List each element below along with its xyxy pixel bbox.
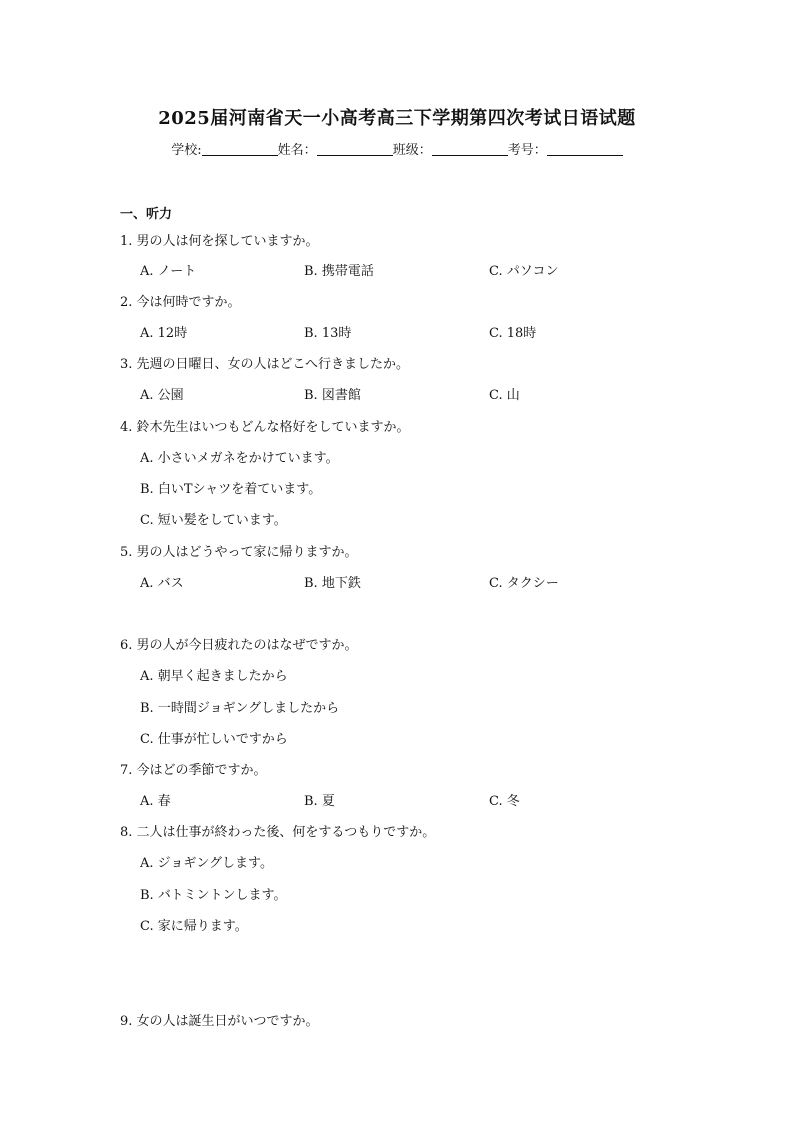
q3-option-b: B. 図書館 xyxy=(304,388,361,403)
q6-option-c: C. 仕事が忙しいですから xyxy=(140,732,288,747)
q4-option-b: B. 白いTシャツを着ています。 xyxy=(140,482,322,497)
q5-option-b: B. 地下鉄 xyxy=(304,576,361,591)
question-2: 2. 今は何時ですか。 xyxy=(120,295,241,310)
q3-option-c: C. 山 xyxy=(489,388,520,403)
q1-option-c: C. パソコン xyxy=(489,264,559,279)
school-label: 学校: xyxy=(171,143,202,158)
question-6: 6. 男の人が今日疲れたのはなぜですか。 xyxy=(120,638,358,653)
q2-option-a: A. 12時 xyxy=(140,326,188,341)
q5-option-a: A. バス xyxy=(140,576,184,591)
q7-option-c: C. 冬 xyxy=(489,794,520,809)
q8-option-b: B. バトミントンします。 xyxy=(140,888,287,903)
q8-option-a: A. ジョギングします。 xyxy=(140,856,273,871)
student-info-line xyxy=(0,139,794,158)
question-7: 7. 今はどの季節ですか。 xyxy=(120,763,267,778)
class-label: 班级： xyxy=(392,143,432,158)
school-blank xyxy=(202,142,278,156)
question-9: 9. 女の人は誕生日がいつですか。 xyxy=(120,1014,319,1029)
q4-option-a: A. 小さいメガネをかけています。 xyxy=(140,451,339,466)
number-blank xyxy=(547,142,623,156)
q2-option-b: B. 13時 xyxy=(304,326,352,341)
q6-option-a: A. 朝早く起きましたから xyxy=(140,669,288,684)
question-3: 3. 先週の日曜日、女の人はどこへ行きましたか。 xyxy=(120,357,410,372)
q1-option-b: B. 携帯電話 xyxy=(304,264,374,279)
q8-option-c: C. 家に帰ります。 xyxy=(140,919,248,934)
number-label: 考号： xyxy=(507,143,547,158)
exam-title: 2025届河南省天一小高考高三下学期第四次考试日语试题 xyxy=(158,108,636,129)
q5-option-c: C. タクシー xyxy=(489,576,559,591)
q2-option-c: C. 18時 xyxy=(489,326,537,341)
q4-option-c: C. 短い髪をしています。 xyxy=(140,513,287,528)
q1-option-a: A. ノート xyxy=(140,264,197,279)
q7-option-b: B. 夏 xyxy=(304,794,335,809)
question-8: 8. 二人は仕事が終わった後、何をするつもりですか。 xyxy=(120,825,436,840)
question-5: 5. 男の人はどうやって家に帰りますか。 xyxy=(120,545,358,560)
question-1: 1. 男の人は何を探していますか。 xyxy=(120,234,319,249)
section-heading-listening: 一、听力 xyxy=(120,207,173,222)
q7-option-a: A. 春 xyxy=(140,794,171,809)
q3-option-a: A. 公園 xyxy=(140,388,184,403)
name-label: 姓名： xyxy=(277,143,317,158)
question-4: 4. 鈴木先生はいつもどんな格好をしていますか。 xyxy=(120,420,410,435)
name-blank xyxy=(317,142,393,156)
q6-option-b: B. 一時間ジョギングしましたから xyxy=(140,701,340,716)
class-blank xyxy=(432,142,508,156)
